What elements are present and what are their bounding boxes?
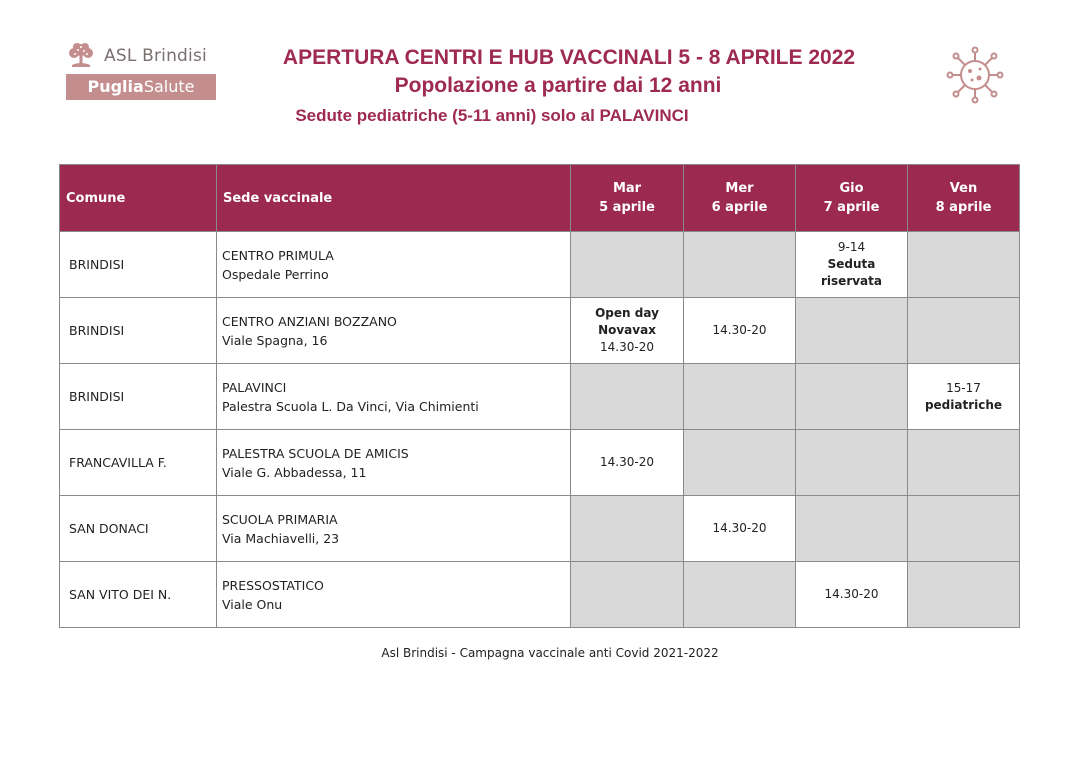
cell-slot	[908, 364, 1020, 430]
cell-slot	[684, 232, 796, 298]
table-row	[60, 232, 1020, 298]
cell-slot	[908, 430, 1020, 496]
cell-comune: SAN DONACI	[60, 496, 217, 562]
cell-comune: SAN VITO DEI N.	[60, 562, 217, 628]
cell-sede	[217, 364, 571, 430]
sede-address: Viale Onu	[222, 596, 283, 612]
cell-slot	[908, 298, 1020, 364]
sede-name: SCUOLA PRIMARIA	[222, 511, 338, 527]
cell-slot	[796, 430, 908, 496]
cell-slot	[684, 430, 796, 496]
day-date: 6 aprile	[711, 200, 768, 215]
table-row	[60, 496, 1020, 562]
cell-slot	[796, 364, 908, 430]
cell-slot	[571, 364, 684, 430]
cell-comune: BRINDISI	[60, 232, 217, 298]
day-date: 5 aprile	[599, 200, 655, 215]
logo-name: ASL Brindisi	[104, 46, 207, 66]
cell-slot	[908, 496, 1020, 562]
sede-address: Via Machiavelli, 23	[222, 530, 340, 546]
cell-slot	[684, 496, 796, 562]
footer-text: Asl Brindisi - Campagna vaccinale anti Covid 2021-2022	[381, 646, 719, 660]
day-date: 7 aprile	[823, 200, 880, 215]
header-comune: Comune	[60, 165, 217, 232]
cell-slot	[796, 562, 908, 628]
header-day-mar	[571, 165, 684, 232]
sede-address: Viale Spagna, 16	[222, 332, 328, 348]
cell-slot	[571, 496, 684, 562]
sede-name: PALESTRA SCUOLA DE AMICIS	[222, 445, 409, 461]
cell-slot	[571, 298, 684, 364]
slot-text: 14.30-20	[600, 455, 654, 469]
day-date: 8 aprile	[935, 200, 992, 215]
cell-slot	[908, 232, 1020, 298]
day-name: Mer	[725, 181, 754, 196]
cell-slot	[796, 496, 908, 562]
sede-address: Ospedale Perrino	[222, 266, 329, 282]
cell-slot	[571, 562, 684, 628]
slot-text: 14.30-20	[824, 587, 879, 601]
slot-text: Novavax	[598, 323, 656, 337]
slot-text: 9-14	[837, 240, 866, 254]
header-day-gio	[796, 165, 908, 232]
day-name: Mar	[612, 181, 642, 196]
schedule-table	[59, 164, 1020, 628]
cell-sede	[217, 430, 571, 496]
header	[220, 44, 980, 129]
cell-slot	[571, 232, 684, 298]
cell-slot	[571, 430, 684, 496]
cell-comune: BRINDISI	[60, 364, 217, 430]
table-row	[60, 364, 1020, 430]
cell-comune: FRANCAVILLA F.	[60, 430, 217, 496]
cell-slot	[684, 562, 796, 628]
sede-address: Viale G. Abbadessa, 11	[222, 464, 367, 480]
cell-slot	[684, 364, 796, 430]
slot-text: Seduta riservata	[821, 257, 882, 288]
pediatric-note: Sedute pediatriche (5-11 anni) solo al PALAVINCI	[295, 106, 689, 125]
sede-name: CENTRO PRIMULA	[222, 247, 334, 263]
sede-address: Palestra Scuola L. Da Vinci, Via Chimienti	[222, 398, 479, 414]
slot-text: 14.30-20	[712, 323, 767, 337]
sede-name: PALAVINCI	[222, 379, 287, 395]
virus-icon	[944, 46, 1006, 104]
cell-comune: BRINDISI	[60, 298, 217, 364]
day-name: Ven	[949, 181, 978, 196]
page-title: APERTURA CENTRI E HUB VACCINALI 5 - 8 APRILE 2022	[282, 46, 856, 69]
sede-name: CENTRO ANZIANI BOZZANO	[222, 313, 397, 329]
cell-slot	[796, 298, 908, 364]
slot-text: Open day	[595, 306, 659, 320]
table-row	[60, 430, 1020, 496]
slot-text: 14.30-20	[600, 340, 654, 354]
tree-logo-icon	[64, 41, 98, 71]
header-day-mer	[684, 165, 796, 232]
page-subtitle: Popolazione a partire dai 12 anni	[394, 74, 722, 97]
cell-slot	[796, 232, 908, 298]
header-sede: Sede vaccinale	[217, 165, 571, 232]
table-row	[60, 298, 1020, 364]
logo-bar-light: Salute	[143, 77, 195, 96]
cell-sede	[217, 496, 571, 562]
slot-text: pediatriche	[924, 397, 1003, 412]
cell-slot	[908, 562, 1020, 628]
day-name: Gio	[839, 181, 864, 196]
cell-sede	[217, 298, 571, 364]
cell-slot	[684, 298, 796, 364]
cell-sede	[217, 562, 571, 628]
cell-sede	[217, 232, 571, 298]
table-header-row	[60, 165, 1020, 232]
table-row	[60, 562, 1020, 628]
slot-text: 14.30-20	[712, 521, 767, 535]
slot-text: 15-17	[946, 380, 981, 395]
logo-bar-bold: Puglia	[87, 77, 144, 96]
header-day-ven	[908, 165, 1020, 232]
sede-name: PRESSOSTATICO	[222, 577, 324, 593]
